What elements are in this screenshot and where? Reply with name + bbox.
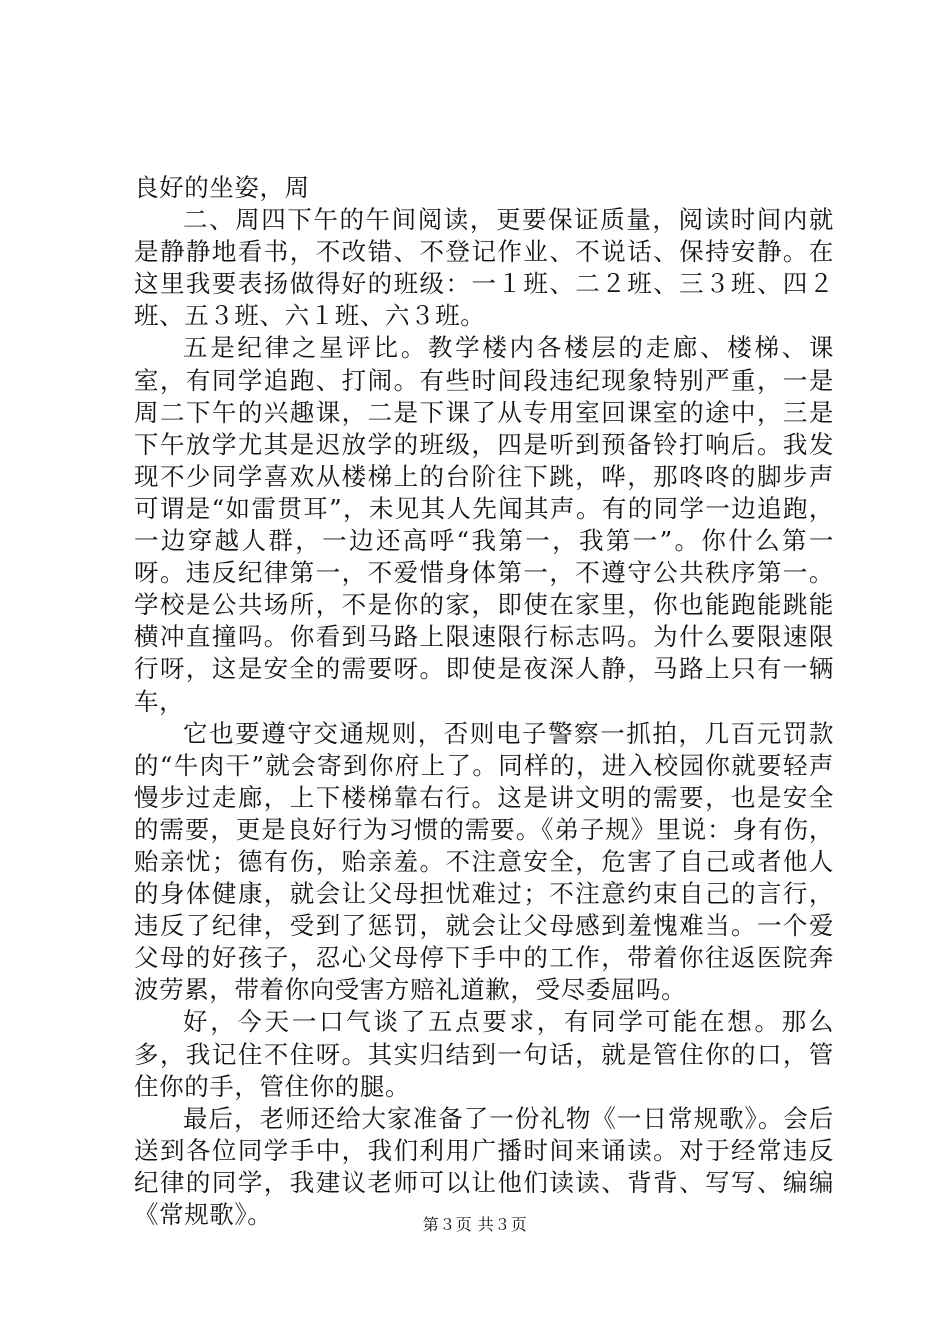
paragraph-6: 最后，老师还给大家准备了一份礼物《一日常规歌》。会后送到各位同学手中，我们利用广播时间来诵读。对于经常违反纪律的同学，我建议老师可以让他们读读、背背、写写、编编《常规歌》。 [134, 1103, 834, 1229]
paragraph-1: 良好的坐姿，周 [134, 173, 310, 202]
paragraph-2: 二、周四下午的午间阅读，更要保证质量，阅读时间内就是静静地看书，不改错、不登记作业、不说话、保持安静。在这里我要表扬做得好的班级：一１班、二２班、三３班、四２班、五３班、六１班、六３班。 [134, 205, 834, 331]
paragraph-4: 它也要遵守交通规则，否则电子警察一抓拍，几百元罚款的“牛肉干”就会寄到你府上了。同样的，进入校园你就要轻声慢步过走廊，上下楼梯靠右行。这是讲文明的需要，也是安全的需要，更是良好行为习惯的需要。《弟子规》里说：身有伤，贻亲忧；德有伤，贻亲羞。不注意安全，危害了自己或者他人的身体健康，就会让父母担忧难过；不注意约束自己的言行，违反了纪律，受到了惩罚，就会让父母感到羞愧难当。一个爱父母的好孩子，忍心父母停下手中的工作，带着你往返医院奔波劳累，带着你向受害方赔礼道歉，受尽委屈吗。 [134, 718, 834, 1005]
document-body [134, 172, 834, 1231]
page-footer: 第３页 共３页 [422, 1215, 528, 1234]
paragraph-5: 好，今天一口气谈了五点要求，有同学可能在想。那么多，我记住不住呀。其实归结到一句话，就是管住你的口，管住你的手，管住你的腿。 [134, 1007, 834, 1101]
paragraph-3: 五是纪律之星评比。教学楼内各楼层的走廊、楼梯、课室，有同学追跑、打闹。有些时间段违纪现象特别严重，一是周二下午的兴趣课，二是下课了从专用室回课室的途中，三是下午放学尤其是迟放学的班级，四是听到预备铃打响后。我发现不少同学喜欢从楼梯上的台阶往下跳，哗，那咚咚的脚步声可谓是“如雷贯耳”，未见其人先闻其声。有的同学一边追跑，一边穿越人群，一边还高呼“我第一，我第一”。你什么第一呀。违反纪律第一，不爱惜身体第一，不遵守公共秩序第一。学校是公共场所，不是你的家，即使在家里，你也能跑能跳能横冲直撞吗。你看到马路上限速限行标志吗。为什么要限速限行呀，这是安全的需要呀。即使是夜深人静，马路上只有一辆车， [134, 333, 834, 716]
